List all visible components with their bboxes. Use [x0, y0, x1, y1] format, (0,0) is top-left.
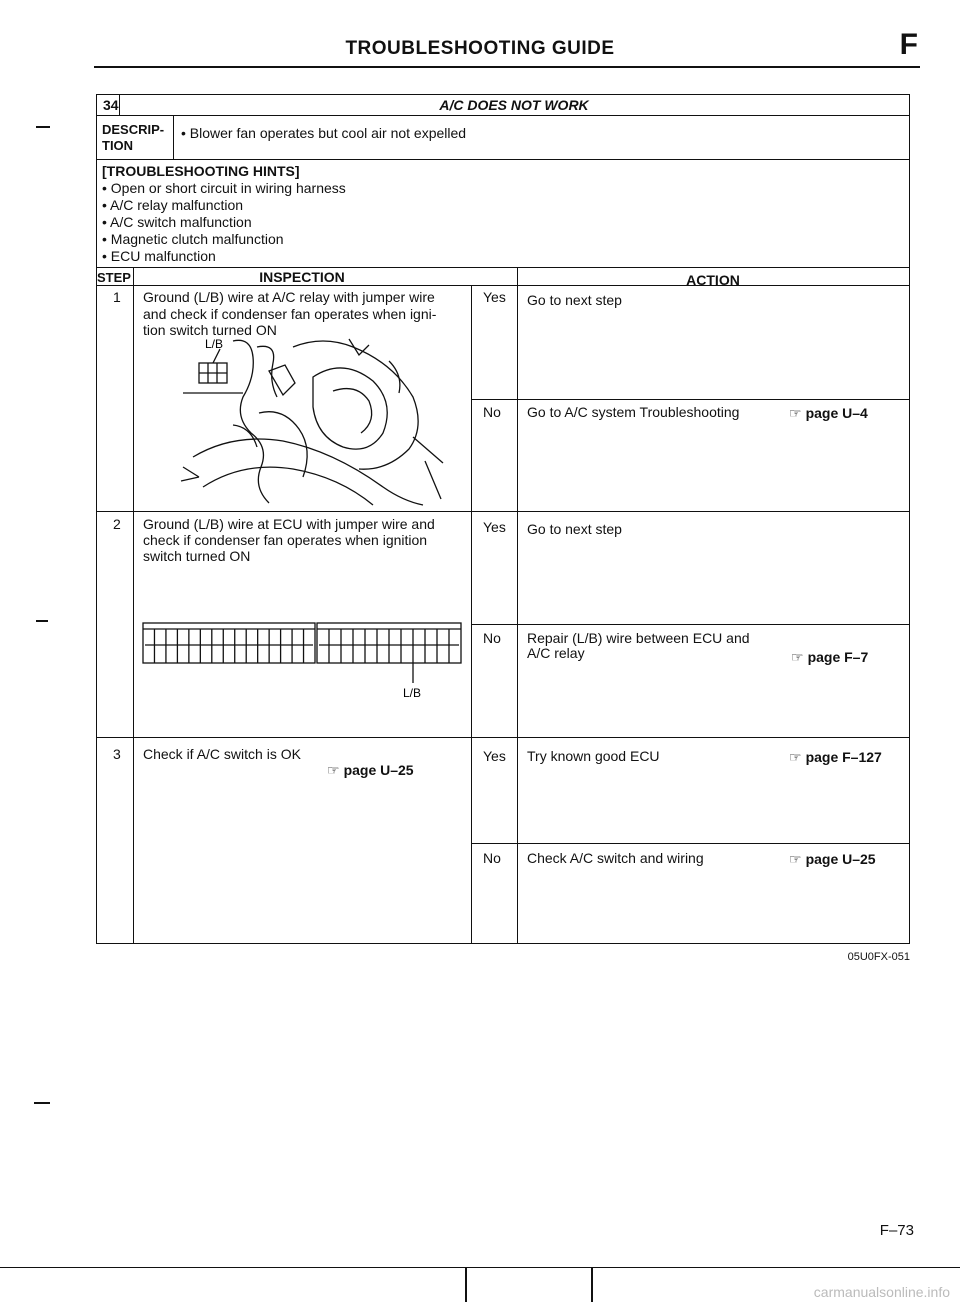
action-rule	[471, 399, 909, 400]
table-rule	[97, 267, 909, 268]
binding-mark	[591, 1268, 593, 1302]
action-text: Try known good ECU	[527, 748, 660, 764]
action-text: Go to A/C system Troubleshooting	[527, 404, 740, 420]
description-text: • Blower fan operates but cool air not expelled	[181, 125, 467, 141]
step-number: 2	[113, 516, 121, 532]
watermark: carmanualsonline.info	[813, 1284, 950, 1300]
table-rule	[133, 267, 134, 943]
table-rule	[97, 159, 909, 160]
figure-label: L/B	[403, 686, 422, 700]
step-number: 1	[113, 289, 121, 305]
page-reference[interactable]	[789, 851, 876, 868]
page-ref-text: page F–7	[807, 649, 869, 665]
step-inspection: Check if A/C switch is OK	[143, 746, 301, 762]
binding-mark	[465, 1268, 467, 1302]
yes-label: Yes	[483, 519, 506, 535]
ecu-connector-figure	[141, 619, 463, 709]
page-ref-icon: ☞	[791, 649, 804, 665]
page-ref-text: page U–25	[805, 851, 876, 867]
figure-code: 05U0FX-051	[847, 951, 910, 963]
page-reference[interactable]	[789, 405, 868, 422]
page-ref-icon: ☞	[789, 749, 802, 765]
page-ref-icon: ☞	[789, 405, 802, 421]
step-inspection: Ground (L/B) wire at A/C relay with jumper wire	[143, 289, 435, 305]
step-inspection: Ground (L/B) wire at ECU with jumper wire and	[143, 516, 435, 532]
page-ref-text: page F–127	[805, 749, 882, 765]
column-header-inspection: INSPECTION	[259, 269, 345, 285]
column-header-action: ACTION	[686, 272, 740, 288]
margin-mark	[34, 1102, 50, 1104]
step-number: 3	[113, 746, 121, 762]
yes-label: Yes	[483, 289, 506, 305]
table-rule	[97, 737, 909, 738]
action-text: A/C relay	[527, 645, 585, 661]
action-text: Repair (L/B) wire between ECU and	[527, 630, 750, 646]
page-ref-text: page U–25	[343, 762, 414, 778]
table-rule	[173, 115, 174, 159]
hints-title: [TROUBLESHOOTING HINTS]	[102, 163, 300, 179]
margin-mark	[36, 620, 48, 622]
step-inspection: tion switch turned ON	[143, 322, 277, 338]
page-ref-text: page U–4	[805, 405, 868, 421]
header-rule	[94, 66, 920, 68]
action-text: Go to next step	[527, 292, 622, 308]
page-ref-icon: ☞	[327, 762, 340, 778]
section-number: 34	[103, 97, 119, 113]
action-text: Check A/C switch and wiring	[527, 850, 704, 866]
table-title: A/C DOES NOT WORK	[439, 97, 589, 113]
table-rule	[471, 285, 472, 943]
action-text: Go to next step	[527, 521, 622, 537]
table-rule	[517, 285, 518, 943]
troubleshooting-table	[96, 94, 910, 944]
step-inspection: and check if condenser fan operates when igni-	[143, 306, 437, 322]
no-label: No	[483, 404, 501, 420]
hint-item: • A/C switch malfunction	[102, 214, 252, 230]
page-title: TROUBLESHOOTING GUIDE	[345, 38, 615, 59]
step-inspection: switch turned ON	[143, 548, 251, 564]
description-label: TION	[102, 138, 134, 153]
page-number: F–73	[879, 1222, 914, 1239]
page-ref-icon: ☞	[789, 851, 802, 867]
margin-mark	[36, 126, 50, 128]
no-label: No	[483, 850, 501, 866]
yes-label: Yes	[483, 748, 506, 764]
no-label: No	[483, 630, 501, 646]
step-inspection: check if condenser fan operates when ignition	[143, 532, 428, 548]
table-rule	[97, 115, 909, 116]
action-rule	[471, 624, 909, 625]
figure-label: L/B	[205, 337, 224, 351]
section-letter: F	[899, 28, 918, 61]
column-header-step: STEP	[97, 270, 131, 285]
hint-item: • A/C relay malfunction	[102, 197, 244, 213]
page-reference[interactable]	[789, 749, 882, 766]
description-label: DESCRIP-	[102, 122, 165, 137]
footer-rule	[0, 1267, 960, 1268]
page-reference[interactable]	[327, 762, 414, 779]
action-rule	[471, 843, 909, 844]
relay-connector-figure	[173, 337, 463, 507]
hint-item: • ECU malfunction	[102, 248, 216, 264]
table-rule	[97, 511, 909, 512]
hint-item: • Magnetic clutch malfunction	[102, 231, 284, 247]
hint-item: • Open or short circuit in wiring harness	[102, 180, 346, 196]
page-reference[interactable]	[791, 649, 868, 666]
